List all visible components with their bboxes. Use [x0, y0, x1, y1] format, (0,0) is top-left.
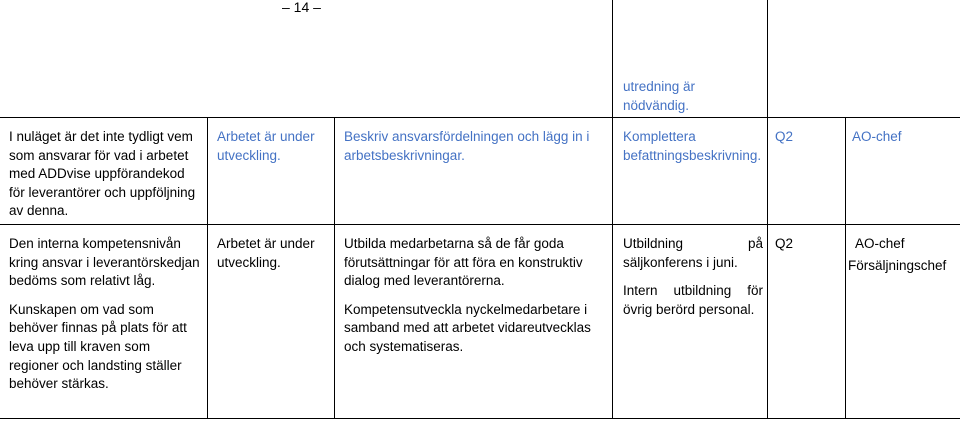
row-2-problem — [9, 235, 201, 394]
row-2-owners — [848, 235, 958, 275]
row-divider — [0, 117, 960, 118]
column-divider — [612, 0, 613, 419]
action-paragraph: Utbilda medarbetarna så de får goda förutsättningar för att föra en konstruktiv dialog med leverantörerna. — [344, 236, 583, 289]
row-1-status: Arbetet är under utveckling. — [217, 129, 315, 163]
continuation-text: utredning är nödvändig. — [623, 79, 696, 113]
follow-up-paragraph: Komplettera befattningsbeskrivning. — [623, 129, 762, 163]
row-divider — [0, 224, 960, 225]
row-2-follow-up — [623, 235, 763, 319]
owner-name: AO-chef — [855, 236, 905, 251]
column-divider — [334, 117, 335, 419]
action-paragraph: Kompetensutveckla nyckelmedarbetare i samband med att arbetet vidareutvecklas och systematiseras. — [344, 301, 591, 354]
row-1-quarter: Q2 — [775, 129, 794, 144]
page-number: – 14 – — [282, 0, 321, 15]
row-divider — [0, 418, 960, 419]
row-1-action — [344, 128, 606, 165]
row-2-action — [344, 235, 606, 357]
problem-paragraph: I nuläget är det inte tydligt vem som ansvarar för vad i arbetet med ADDvise uppförandekod för leverantörer och uppföljning av denna. — [9, 129, 196, 219]
column-divider — [845, 117, 846, 419]
problem-paragraph: Den interna kompetensnivån kring ansvar i leverantörskedjan bedöms som relativt låg. — [9, 236, 200, 289]
follow-up-paragraph: Intern utbildning för övrig berörd personal. — [623, 283, 763, 317]
row-1-owner — [852, 128, 955, 147]
owner-name: Försäljningschef — [848, 257, 947, 273]
problem-paragraph: Kunskapen om vad som behöver finnas på plats för att leva upp till kraven som regioner och landsting ställer behöver stärkas. — [9, 301, 187, 392]
owner-name: AO-chef — [852, 129, 902, 144]
row-1-follow-up — [623, 128, 763, 165]
row-2-quarter: Q2 — [775, 236, 794, 251]
row-2-status: Arbetet är under utveckling. — [217, 236, 315, 270]
follow-up-paragraph: Utbildning på säljkonferens i juni. — [623, 236, 763, 270]
action-paragraph: Beskriv ansvarsfördelningen och lägg in i arbetsbeskrivningar. — [344, 129, 590, 163]
column-divider — [207, 117, 208, 419]
row-1-problem — [9, 128, 201, 221]
column-divider — [767, 0, 768, 419]
